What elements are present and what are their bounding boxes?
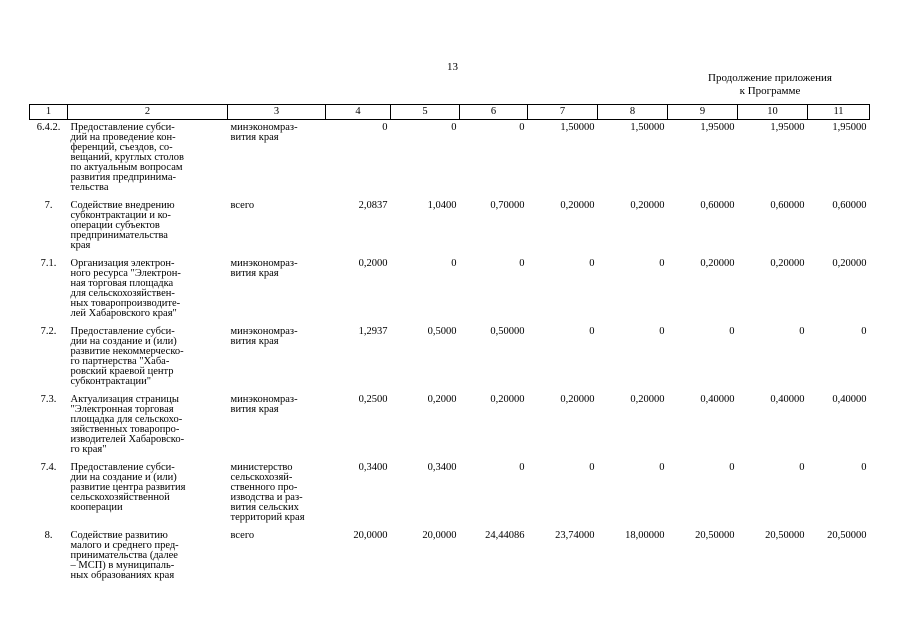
row-name: Предоставление субси- дии на создание и (или) развитие центра развития сельскохозяйственной кооперации xyxy=(70,462,186,513)
row-number: 7.3. xyxy=(40,394,57,405)
row-executor: всего xyxy=(230,200,255,211)
row-value: 1,50000 xyxy=(630,122,665,133)
header-cell: 2 xyxy=(68,105,228,120)
row-number: 7.1. xyxy=(40,258,57,269)
row-value: 0 xyxy=(519,258,525,269)
row-value: 0,2500 xyxy=(358,394,388,405)
table-row xyxy=(30,120,870,199)
row-value: 23,74000 xyxy=(555,530,595,541)
row-value: 0 xyxy=(799,462,805,473)
row-value: 0,20000 xyxy=(630,394,665,405)
row-value: 18,00000 xyxy=(625,530,665,541)
row-value: 24,44086 xyxy=(485,530,525,541)
row-value: 0,20000 xyxy=(630,200,665,211)
continuation-line-2: к Программе xyxy=(739,85,801,97)
row-value: 20,50000 xyxy=(695,530,735,541)
row-number: 7.2. xyxy=(40,326,57,337)
row-value: 0 xyxy=(382,122,388,133)
header-cell: 3 xyxy=(228,105,326,120)
row-value: 0 xyxy=(659,326,665,337)
table-row xyxy=(30,528,870,586)
header-cell: 10 xyxy=(738,105,808,120)
row-value: 0,70000 xyxy=(490,200,525,211)
header-cell: 9 xyxy=(668,105,738,120)
row-value: 1,50000 xyxy=(560,122,595,133)
row-value: 0 xyxy=(861,462,867,473)
continuation-note xyxy=(690,72,850,98)
row-value: 2,0837 xyxy=(358,200,388,211)
header-cell: 5 xyxy=(391,105,460,120)
row-value: 0 xyxy=(589,326,595,337)
row-value: 0,20000 xyxy=(560,394,595,405)
row-value: 0 xyxy=(451,258,457,269)
row-value: 0,40000 xyxy=(770,394,805,405)
row-value: 0,60000 xyxy=(700,200,735,211)
header-row xyxy=(30,105,870,120)
row-executor: минэкономраз- вития края xyxy=(230,394,298,415)
continuation-line-1: Продолжение приложения xyxy=(708,72,832,84)
row-value: 0,20000 xyxy=(700,258,735,269)
row-value: 0,2000 xyxy=(427,394,457,405)
row-value: 0,3400 xyxy=(427,462,457,473)
row-value: 0 xyxy=(589,258,595,269)
table-row xyxy=(30,198,870,256)
row-value: 20,50000 xyxy=(765,530,805,541)
program-table xyxy=(29,104,870,586)
header-cell: 7 xyxy=(528,105,598,120)
row-value: 0,60000 xyxy=(770,200,805,211)
header-cell: 8 xyxy=(598,105,668,120)
row-executor: всего xyxy=(230,530,255,541)
row-number: 7. xyxy=(44,200,53,211)
table-row xyxy=(30,324,870,392)
table-row xyxy=(30,256,870,324)
row-executor: министерство сельскохозяй- ственного про- изводства и раз- вития сельских территорий края xyxy=(230,462,305,523)
row-value: 0 xyxy=(519,122,525,133)
row-value: 0 xyxy=(729,326,735,337)
row-value: 1,95000 xyxy=(700,122,735,133)
row-value: 0 xyxy=(861,326,867,337)
row-value: 1,95000 xyxy=(832,122,867,133)
row-value: 0,20000 xyxy=(832,258,867,269)
row-value: 0,20000 xyxy=(770,258,805,269)
row-name: Предоставление субси- дий на проведение кон- ференций, съездов, со- вещаний, круглых столов по актуальным вопросам развития предпринима- тельства xyxy=(70,122,184,193)
header-cell: 1 xyxy=(30,105,68,120)
row-value: 0 xyxy=(589,462,595,473)
row-value: 0 xyxy=(729,462,735,473)
row-number: 6.4.2. xyxy=(36,122,61,133)
row-executor: минэкономраз- вития края xyxy=(230,258,298,279)
header-cell: 11 xyxy=(808,105,870,120)
row-name: Содействие развитию малого и среднего пред- принимательства (далее – МСП) в муниципаль- ных образованиях края xyxy=(70,530,179,581)
row-value: 0 xyxy=(451,122,457,133)
row-name: Актуализация страницы "Электронная торговая площадка для сельскохо- зяйственных товаропро- изводителей Хабаровско- го края" xyxy=(70,394,185,455)
row-name: Содействие внедрению субконтрактации и ко- операции субъектов предпринимательства края xyxy=(70,200,175,251)
row-name: Организация электрон- ного ресурса "Электрон- ная торговая площадка для сельскохозяйствен- ных товаропроизводите- лей Хабаровского края" xyxy=(70,258,181,319)
row-number: 7.4. xyxy=(40,462,57,473)
row-executor: минэкономраз- вития края xyxy=(230,122,298,143)
header-cell: 4 xyxy=(326,105,391,120)
row-value: 0,40000 xyxy=(700,394,735,405)
row-value: 0,50000 xyxy=(490,326,525,337)
row-value: 1,0400 xyxy=(427,200,457,211)
row-name: Предоставление субси- дии на создание и (или) развитие некоммерческо- го партнерства "Хаба- ровский краевой центр субконтрактации" xyxy=(70,326,184,387)
row-value: 0 xyxy=(519,462,525,473)
row-value: 0,20000 xyxy=(490,394,525,405)
row-value: 0 xyxy=(659,462,665,473)
row-value: 0,5000 xyxy=(427,326,457,337)
row-value: 1,95000 xyxy=(770,122,805,133)
row-value: 20,0000 xyxy=(353,530,388,541)
row-value: 20,50000 xyxy=(827,530,867,541)
page-number: 13 xyxy=(447,61,458,73)
table-row xyxy=(30,392,870,460)
row-value: 1,2937 xyxy=(358,326,388,337)
row-value: 0,3400 xyxy=(358,462,388,473)
row-executor: минэкономраз- вития края xyxy=(230,326,298,347)
row-number: 8. xyxy=(44,530,53,541)
row-value: 0,2000 xyxy=(358,258,388,269)
row-value: 0,60000 xyxy=(832,200,867,211)
header-cell: 6 xyxy=(460,105,528,120)
row-value: 0 xyxy=(659,258,665,269)
row-value: 20,0000 xyxy=(422,530,457,541)
row-value: 0,20000 xyxy=(560,200,595,211)
table-row xyxy=(30,460,870,528)
row-value: 0 xyxy=(799,326,805,337)
row-value: 0,40000 xyxy=(832,394,867,405)
